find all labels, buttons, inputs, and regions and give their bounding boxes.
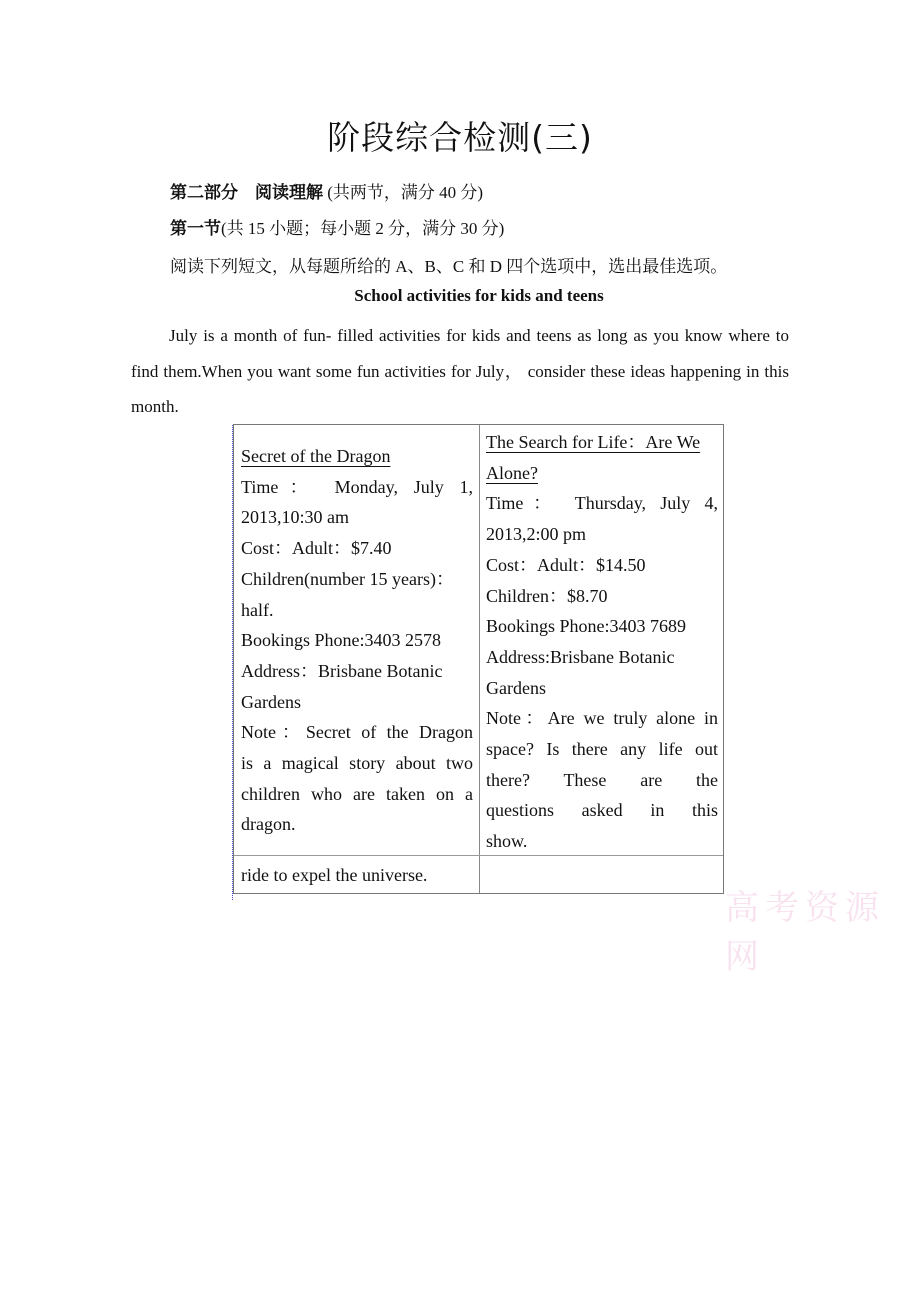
activity-line: Cost：Adult：$7.40 xyxy=(241,538,392,559)
activity-line: 2013,10:30 am xyxy=(241,507,349,528)
activity-title-search-line2: Alone? xyxy=(486,462,538,483)
activity-line: Time： Thursday, July 4, xyxy=(486,493,718,514)
activities-table xyxy=(233,424,724,894)
activity-line: children who are taken on a xyxy=(241,783,473,804)
activity-line: half. xyxy=(241,599,274,620)
activity-card-dragon xyxy=(241,441,473,840)
section-heading xyxy=(170,214,504,239)
section-heading-rest: (共 15 小题；每小题 2 分，满分 30 分) xyxy=(221,219,505,238)
activity-line: there? These are the xyxy=(486,769,718,790)
part-heading-rest: (共两节，满分 40 分) xyxy=(323,183,484,202)
activity-line: questions asked in this xyxy=(486,800,718,821)
activity-line: Note：Are we truly alone in xyxy=(486,708,718,729)
part-heading-bold: 第二部分 阅读理解 xyxy=(170,183,323,202)
passage-title: School activities for kids and teens xyxy=(354,286,604,305)
activity-line: show. xyxy=(486,831,528,852)
table-dotted-edge xyxy=(232,425,233,900)
passage-intro: July is a month of fun- filled activities for kids and teens as long as you know where to find them.When you want some fun activities for July， consider these ideas happening in this month. xyxy=(131,326,789,416)
activity-line: is a magical story about two xyxy=(241,753,473,774)
part-heading xyxy=(170,178,483,203)
page-title: 阶段综合检测(三) xyxy=(327,118,593,157)
activity-line: Bookings Phone:3403 7689 xyxy=(486,616,687,637)
activity-line: Children：$8.70 xyxy=(486,585,608,606)
activity-line: Bookings Phone:3403 2578 xyxy=(241,630,442,651)
column-divider xyxy=(479,425,480,893)
activity-line: dragon. xyxy=(241,814,296,835)
activity-title-dragon: Secret of the Dragon xyxy=(241,446,391,466)
activity-line: Time： Monday, July 1, xyxy=(241,476,473,497)
dragon-note-continuation: ride to expel the universe. xyxy=(241,865,428,885)
activity-line: space? Is there any life out xyxy=(486,739,718,760)
activity-line: Address:Brisbane Botanic xyxy=(486,646,675,667)
activity-line: Note：Secret of the Dragon xyxy=(241,722,473,743)
activity-line: Address：Brisbane Botanic xyxy=(241,660,443,681)
activity-line: 2013,2:00 pm xyxy=(486,524,587,545)
activity-line: Gardens xyxy=(241,691,301,712)
activity-line: Gardens xyxy=(486,677,546,698)
watermark: 高考资源网 xyxy=(725,888,885,977)
section-heading-bold: 第一节 xyxy=(170,219,221,238)
activity-card-search-for-life xyxy=(486,427,718,857)
activity-line: Cost：Adult：$14.50 xyxy=(486,554,646,575)
instruction-text: 阅读下列短文，从每题所给的 A、B、C 和 D 四个选项中，选出最佳选项。 xyxy=(170,257,728,276)
activity-line: Children(number 15 years)： xyxy=(241,568,454,589)
activity-title-search-line1: The Search for Life：Are We xyxy=(486,432,701,452)
